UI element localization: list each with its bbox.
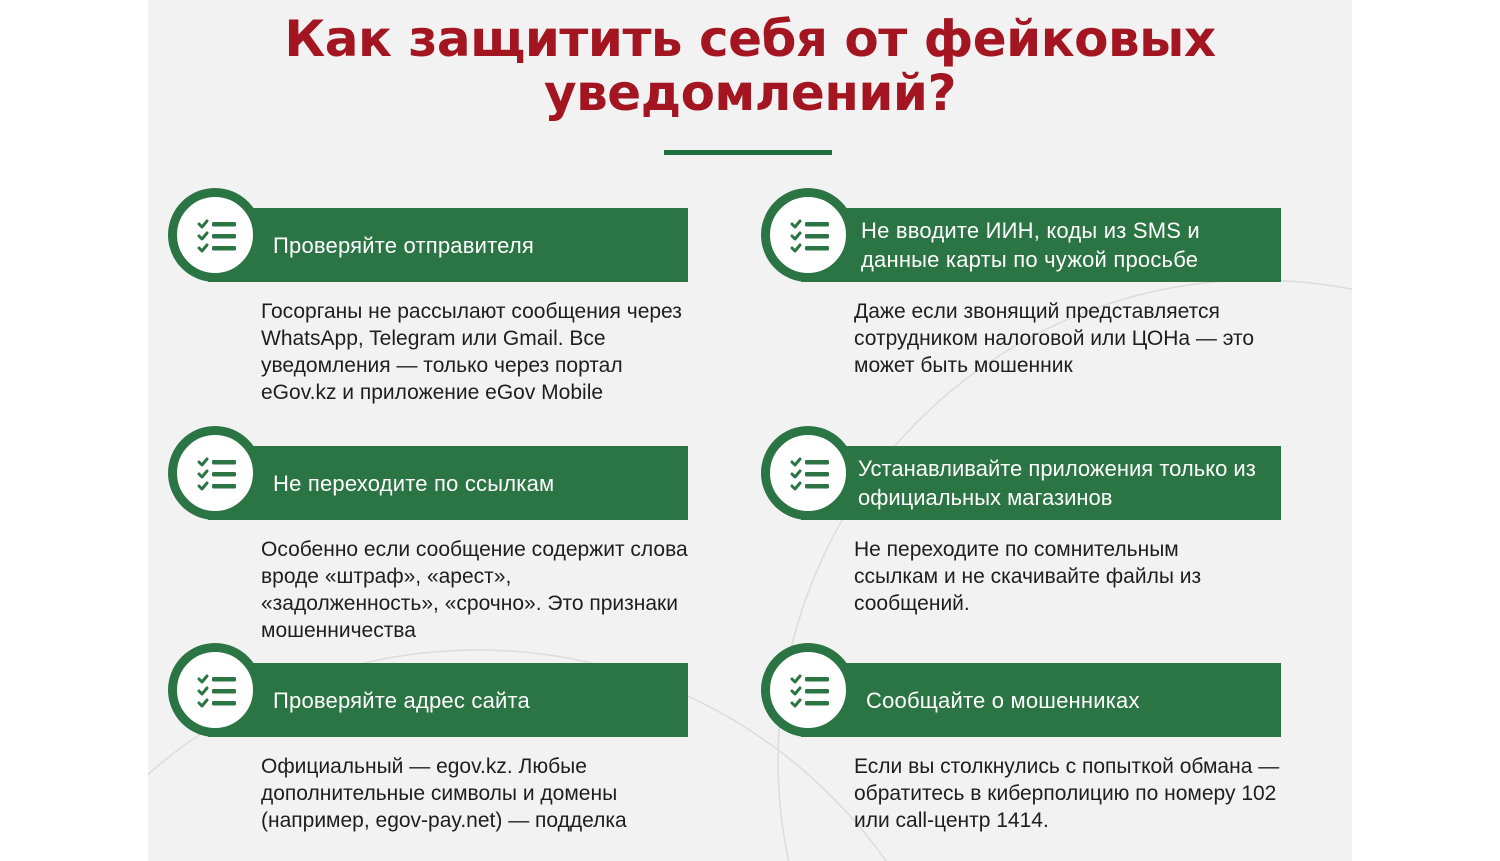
checklist-icon <box>761 188 855 282</box>
page-title-line-1: Как защитить себя от фейковых <box>284 10 1216 68</box>
tip-description: Не переходите по сомнительным ссылкам и не скачивайте файлы из сообщений. <box>854 538 1202 615</box>
tip-title: Устанавливайте приложения только из официальных магазинов <box>858 456 1256 510</box>
tip-description: Официальный — egov.kz. Любые дополнительные символы и домены (например, egov-pay.net) — подделка <box>261 755 627 832</box>
tip-description: Особенно если сообщение содержит слова вроде «штраф», «арест», «задолженность», «срочно». Это признаки мошенничества <box>261 538 688 642</box>
tip-title: Не вводите ИИН, коды из SMS и данные карты по чужой просьбе <box>861 218 1200 272</box>
checklist-icon <box>168 426 262 520</box>
page-title-line-2: уведомлений? <box>544 64 956 122</box>
checklist-icon <box>761 643 855 737</box>
checklist-icon <box>168 643 262 737</box>
title-divider <box>664 150 832 155</box>
tip-title-banner <box>208 208 688 282</box>
infographic <box>148 0 1352 861</box>
tip-description: Госорганы не рассылают сообщения через WhatsApp, Telegram или Gmail. Все уведомления — только через портал eGov.kz и приложение eGov Mobile <box>261 300 682 404</box>
checklist-icon <box>168 188 262 282</box>
tip-title-banner <box>801 446 1281 520</box>
tip-title: Сообщайте о мошенниках <box>866 687 1140 713</box>
tip-title: Проверяйте адрес сайта <box>273 687 530 713</box>
page-title <box>148 12 1352 120</box>
tip-description: Если вы столкнулись с попыткой обмана — обратитесь в киберполицию по номеру 102 или call-центр 1414. <box>854 755 1280 832</box>
tip-description: Даже если звонящий представляется сотрудником налоговой или ЦОНа — это может быть мошенник <box>854 300 1255 377</box>
tip-title-banner <box>208 663 688 737</box>
checklist-icon <box>761 426 855 520</box>
tip-title-banner <box>801 208 1281 282</box>
tip-title-banner <box>208 446 688 520</box>
tip-title: Не переходите по ссылкам <box>273 470 555 496</box>
tip-title-banner <box>801 663 1281 737</box>
tip-title: Проверяйте отправителя <box>273 232 534 258</box>
